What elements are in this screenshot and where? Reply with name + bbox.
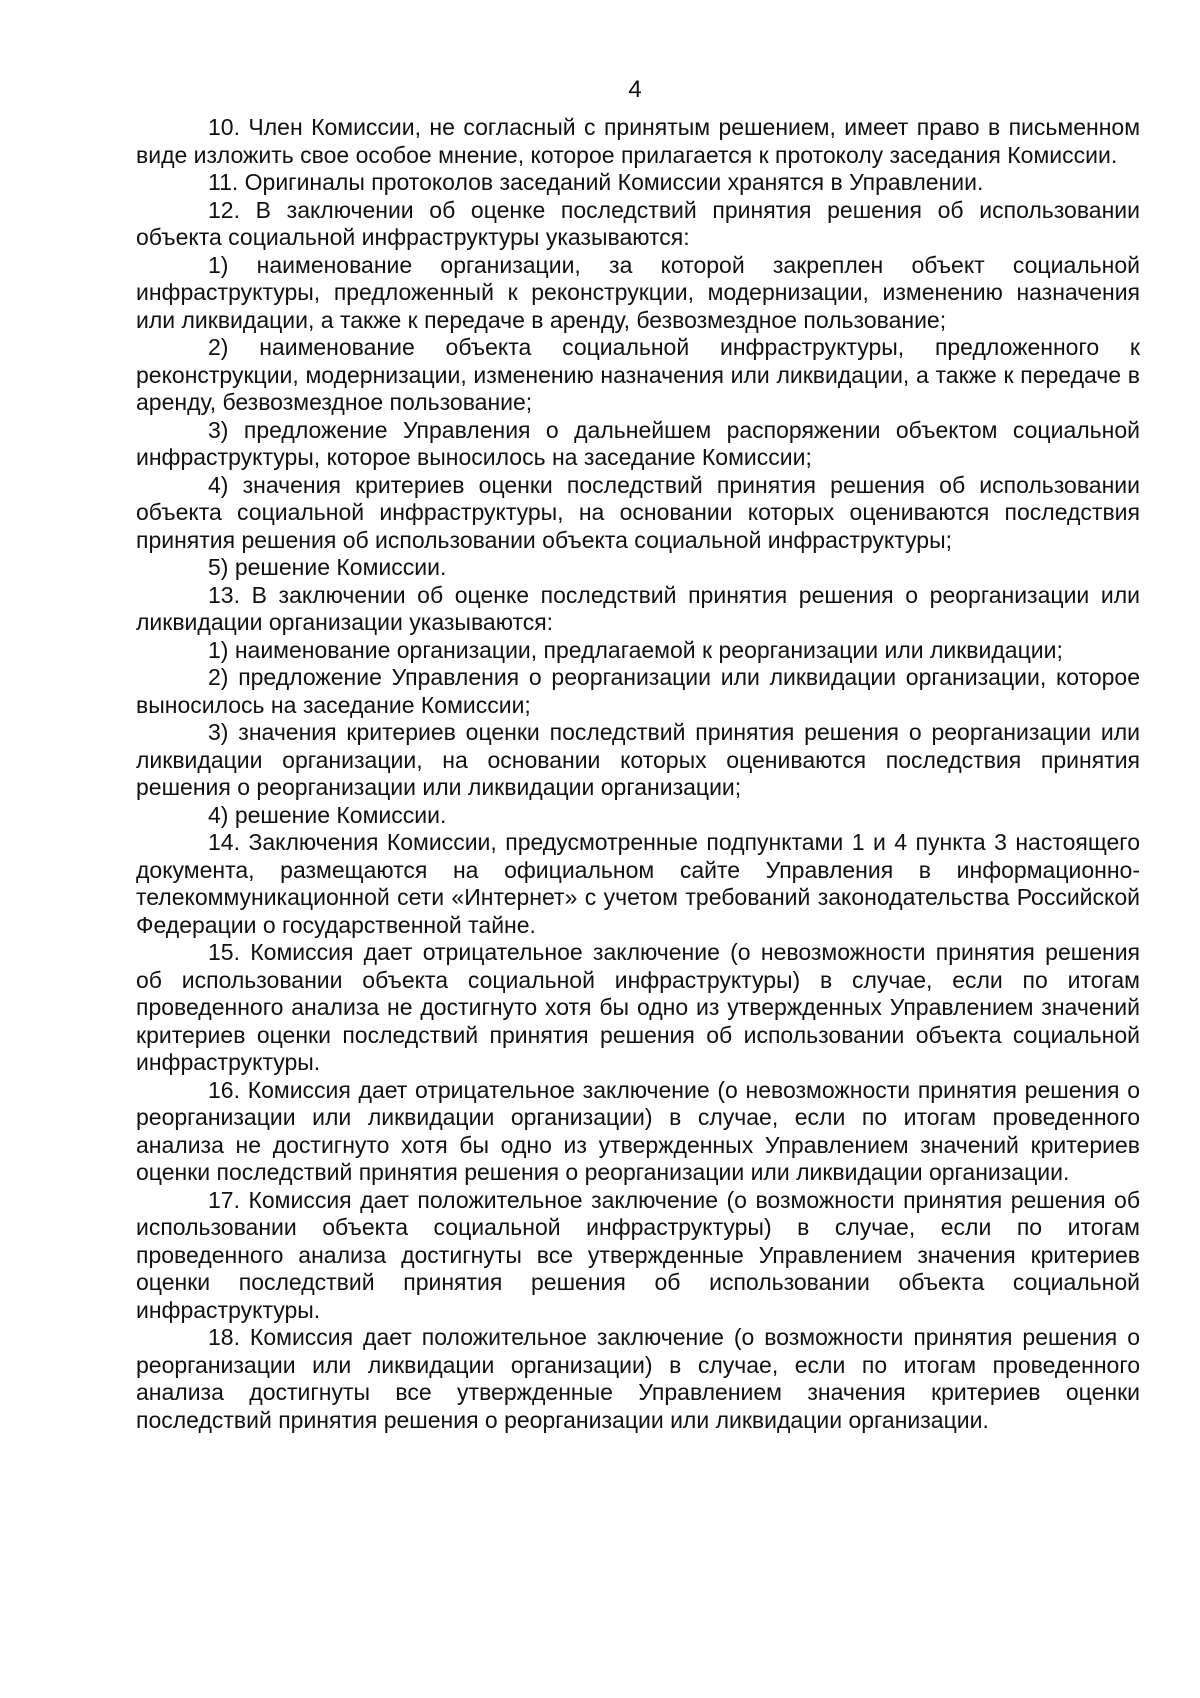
paragraph-12-item-1: 1) наименование организации, за которой закреплен объект социальной инфраструктуры, предложенный к реконструкции, модернизации, изменению назначения или ликвидации, а также к передаче в аренду, безвозмездное пользование; bbox=[136, 251, 1140, 333]
paragraph-13-item-4: 4) решение Комиссии. bbox=[208, 801, 447, 828]
paragraph-12-item-4: 4) значения критериев оценки последствий принятия решения об использовании объекта социальной инфраструктуры, на основании которых оцениваются последствия принятия решения об использовании объекта социальной инфраструктуры; bbox=[136, 471, 1140, 553]
paragraph-12-item-5: 5) решение Комиссии. bbox=[208, 554, 447, 580]
document-body bbox=[136, 114, 1140, 1434]
paragraph-13-item-2: 2) предложение Управления о реорганизации или ликвидации организации, которое выносилось на заседание Комиссии; bbox=[136, 664, 1140, 718]
paragraph-15: 15. Комиссия дает отрицательное заключение (о невозможности принятия решения об использовании объекта социальной инфраструктуры) в случае, если по итогам проведенного анализа не достигнуто хотя бы одно из утвержденных Управлением значений критериев оценки последствий принятия решения об использовании объекта социальной инфраструктуры. bbox=[136, 939, 1140, 1075]
paragraph-17: 17. Комиссия дает положительное заключение (о возможности принятия решения об использовании объекта социальной инфраструктуры) в случае, если по итогам проведенного анализа достигнуты все утвержденные Управлением значения критериев оценки последствий принятия решения об использовании объекта социальной инфраструктуры. bbox=[136, 1186, 1140, 1323]
paragraph-11: 11. Оригиналы протоколов заседаний Комиссии хранятся в Управлении. bbox=[208, 169, 984, 195]
paragraph-10: 10. Член Комиссии, не согласный с принятым решением, имеет право в письменном виде изложить свое особое мнение, которое прилагается к протоколу заседания Комиссии. bbox=[136, 114, 1140, 168]
paragraph-18: 18. Комиссия дает положительное заключение (о возможности принятия решения о реорганизации или ликвидации организации) в случае, если по итогам проведенного анализа достигнуты все утвержденные Управлением значения критериев оценки последствий принятия решения о реорганизации или ликвидации организации. bbox=[136, 1324, 1140, 1433]
paragraph-12: 12. В заключении об оценке последствий принятия решения об использовании объекта социальной инфраструктуры указываются: bbox=[136, 196, 1140, 250]
paragraph-16: 16. Комиссия дает отрицательное заключение (о невозможности принятия решения о реорганизации или ликвидации организации) в случае, если по итогам проведенного анализа не достигнуто хотя бы одно из утвержденных Управлением значений критериев оценки последствий принятия решения о реорганизации или ликвидации организации. bbox=[136, 1076, 1140, 1185]
paragraph-13-item-1: 1) наименование организации, предлагаемой к реорганизации или ликвидации; bbox=[208, 636, 1063, 663]
page-number: 4 bbox=[628, 76, 642, 103]
paragraph-12-item-3: 3) предложение Управления о дальнейшем распоряжении объектом социальной инфраструктуры, которое выносилось на заседание Комиссии; bbox=[136, 416, 1140, 470]
paragraph-14: 14. Заключения Комиссии, предусмотренные подпунктами 1 и 4 пункта 3 настоящего документа, размещаются на официальном сайте Управления в информационно-телекоммуникационной сети «Интернет» с учетом требований законодательства Российской Федерации о государственной тайне. bbox=[136, 829, 1140, 938]
paragraph-13-item-3: 3) значения критериев оценки последствий принятия решения о реорганизации или ликвидации организации, на основании которых оцениваются последствия принятия решения о реорганизации или ликвидации организации; bbox=[136, 719, 1140, 800]
paragraph-12-item-2: 2) наименование объекта социальной инфраструктуры, предложенного к реконструкции, модернизации, изменению назначения или ликвидации, а также к передаче в аренду, безвозмездное пользование; bbox=[136, 334, 1140, 415]
paragraph-13: 13. В заключении об оценке последствий принятия решения о реорганизации или ликвидации организации указываются: bbox=[136, 581, 1140, 635]
